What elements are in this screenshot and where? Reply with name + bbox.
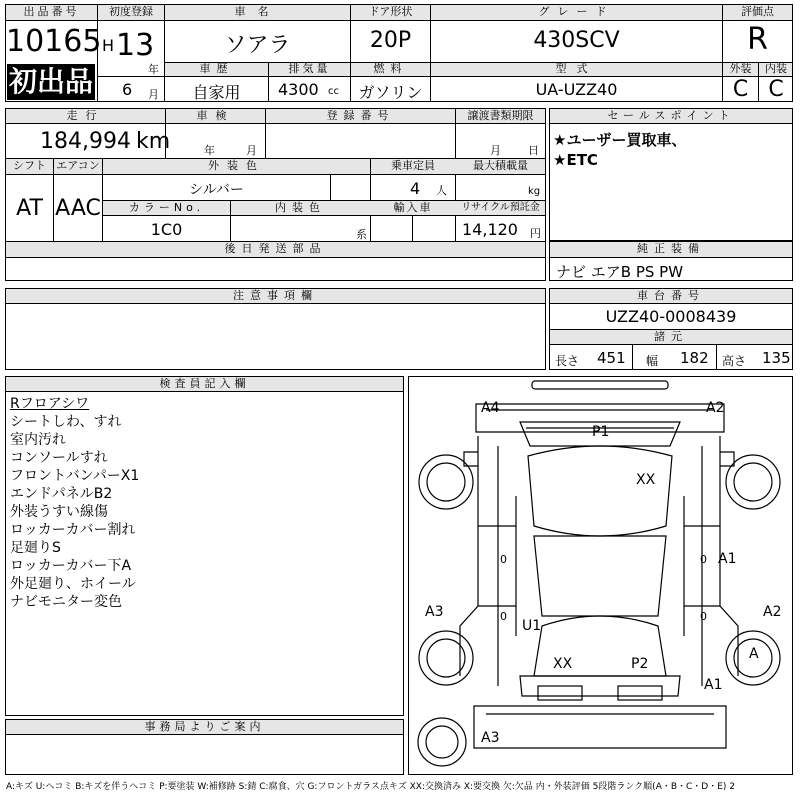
exterior-grade: C xyxy=(732,77,749,102)
damage-mark-roof: XX xyxy=(636,472,656,488)
aircon-label: エアコン xyxy=(56,159,100,172)
interior-grade: C xyxy=(768,77,784,102)
genuine-equipment-value: ナビ エアB PS PW xyxy=(556,263,684,281)
sales-points-label: セールスポイント xyxy=(607,109,735,122)
damage-mark-right-rear: A1 xyxy=(704,677,723,693)
history: 自家用 xyxy=(192,83,241,102)
width-label: 幅 xyxy=(646,354,659,368)
transfer-month-unit: 月 xyxy=(490,144,501,157)
chassis-number: UZZ40-0008439 xyxy=(605,307,737,326)
interior-label: 内装 xyxy=(765,62,787,75)
first-reg-label: 初度登録 xyxy=(109,5,153,18)
sales-point-line: ★ETC xyxy=(553,151,598,169)
damage-mark-front-right: A2 xyxy=(706,400,725,416)
damage-mark-rear-left: XX xyxy=(553,656,573,672)
recycle-label: リサイクル預託金 xyxy=(461,202,540,213)
genuine-equipment-label: 純正装備 xyxy=(637,242,705,255)
inspector-note: ロッカーカバー割れ xyxy=(10,522,136,538)
fuel: ガソリン xyxy=(358,83,423,102)
history-label: 車歴 xyxy=(199,62,234,75)
ext-color-label: 外装色 xyxy=(208,159,265,172)
inspector-note: Rフロアシワ xyxy=(10,396,90,412)
recycle-unit: 円 xyxy=(530,227,541,240)
zero-mark: 0 xyxy=(500,610,507,623)
inspector-note: 足廻りS xyxy=(10,540,61,556)
grade: 430SCV xyxy=(533,28,620,53)
first-reg-month: 6 xyxy=(122,80,133,99)
sales-points-frame xyxy=(549,108,793,241)
capacity-label: 乗車定員 xyxy=(391,159,435,172)
inspector-note: エンドパネルB2 xyxy=(10,486,113,502)
dims-label: 諸元 xyxy=(654,330,688,343)
first-reg-year: 13 xyxy=(116,28,155,63)
car-name-label: 車名 xyxy=(234,5,281,18)
inspector-note: 外足廻り、ホイール xyxy=(10,576,136,592)
import-label: 輸入車 xyxy=(393,201,433,214)
fuel-label: 燃料 xyxy=(373,62,408,75)
lot-number: 10165 xyxy=(6,24,102,59)
capacity: 4 xyxy=(410,179,421,198)
height: 135 xyxy=(762,349,791,367)
office-label: 事務局よりご案内 xyxy=(144,720,265,733)
car-name: ソアラ xyxy=(224,33,291,58)
mileage-label: 走行 xyxy=(66,109,105,122)
height-label: 高さ xyxy=(722,354,747,368)
later-parts-label: 後日発送部品 xyxy=(224,242,327,255)
inspection-month-unit: 月 xyxy=(246,144,257,157)
score: R xyxy=(747,22,768,57)
aircon: AAC xyxy=(55,196,101,221)
notes-label: 注意事項欄 xyxy=(233,289,318,302)
inspector-note: ナビモニター変色 xyxy=(10,594,122,610)
grade-label: グレード xyxy=(538,5,615,18)
transfer-day-unit: 日 xyxy=(528,144,539,157)
transfer-label: 譲渡書類期限 xyxy=(467,109,534,122)
length-label: 長さ xyxy=(555,354,580,368)
shift-label: シフト xyxy=(13,159,46,172)
damage-mark-windshield: P1 xyxy=(592,424,610,440)
damage-mark-left-rocker: U1 xyxy=(522,618,542,634)
zero-mark: 0 xyxy=(700,553,707,566)
inspector-note: シートしわ、すれ xyxy=(10,414,122,430)
max-load-unit: kg xyxy=(528,186,541,197)
model: UA-UZZ40 xyxy=(535,80,618,99)
first-listing-badge: 初出品 xyxy=(8,65,93,98)
damage-mark-left-front-fender: A3 xyxy=(425,604,444,620)
recycle: 14,120 xyxy=(462,220,518,239)
zero-mark: 0 xyxy=(500,553,507,566)
mileage-unit: km xyxy=(136,129,171,154)
reg-number-label: 登録番号 xyxy=(326,109,395,122)
inspector-note: 外装うすい線傷 xyxy=(10,504,108,520)
damage-mark-front-left: A4 xyxy=(481,400,500,416)
inspector-note: フロントバンパーX1 xyxy=(10,468,140,484)
damage-mark-rear-right: P2 xyxy=(631,656,649,672)
damage-mark-right-rear-wheel: A xyxy=(749,646,759,662)
legend: A:キズ U:ヘコミ B:キズを伴うヘコミ P:要塗装 W:補修跡 S:錆 C:腐食、穴 G:フロントガラス点キズ XX:交換済み X:要交換 欠:欠品 内・外装評価 5段階ランク順(A・B・C・D・E) 2 xyxy=(6,782,736,792)
inspection-label: 車検 xyxy=(196,109,235,122)
length: 451 xyxy=(597,349,626,367)
max-load-label: 最大積載量 xyxy=(473,159,528,172)
damage-mark-right-door: A1 xyxy=(718,551,737,567)
mileage: 184,994 xyxy=(40,129,131,154)
door-label: ドア形状 xyxy=(368,5,413,18)
lot-label: 出品番号 xyxy=(23,5,80,18)
score-label: 評価点 xyxy=(741,5,774,18)
int-color-unit: 系 xyxy=(356,228,367,241)
shift: AT xyxy=(16,196,43,221)
model-label: 型式 xyxy=(555,62,598,75)
door-type: 20P xyxy=(369,28,412,53)
displacement-unit: cc xyxy=(328,86,339,97)
damage-mark-rear-bumper: A3 xyxy=(481,730,500,746)
sales-point-line: ★ユーザー買取車、 xyxy=(553,131,687,149)
inspector-note: ロッカーカバー下A xyxy=(10,558,132,574)
color-no: 1C0 xyxy=(150,220,183,239)
displacement-label: 排気量 xyxy=(288,62,331,75)
ext-color: シルバー xyxy=(189,182,244,198)
exterior-label: 外装 xyxy=(729,62,752,75)
displacement: 4300 xyxy=(278,80,319,99)
inspector-note: 室内汚れ xyxy=(10,432,66,448)
color-no-label: カラーNo. xyxy=(128,201,205,214)
month-unit: 月 xyxy=(148,88,159,101)
capacity-unit: 人 xyxy=(436,184,447,197)
inspection-year-unit: 年 xyxy=(204,144,215,157)
era: H xyxy=(102,36,115,55)
int-color-label: 内装色 xyxy=(275,201,326,214)
damage-mark-right-front-fender: A2 xyxy=(763,604,782,620)
inspector-label: 検査員記入欄 xyxy=(159,377,250,390)
inspector-note: コンソールすれ xyxy=(10,450,108,466)
zero-mark: 0 xyxy=(700,610,707,623)
year-unit: 年 xyxy=(148,63,159,76)
chassis-label: 車台番号 xyxy=(637,289,705,302)
width: 182 xyxy=(680,349,709,367)
